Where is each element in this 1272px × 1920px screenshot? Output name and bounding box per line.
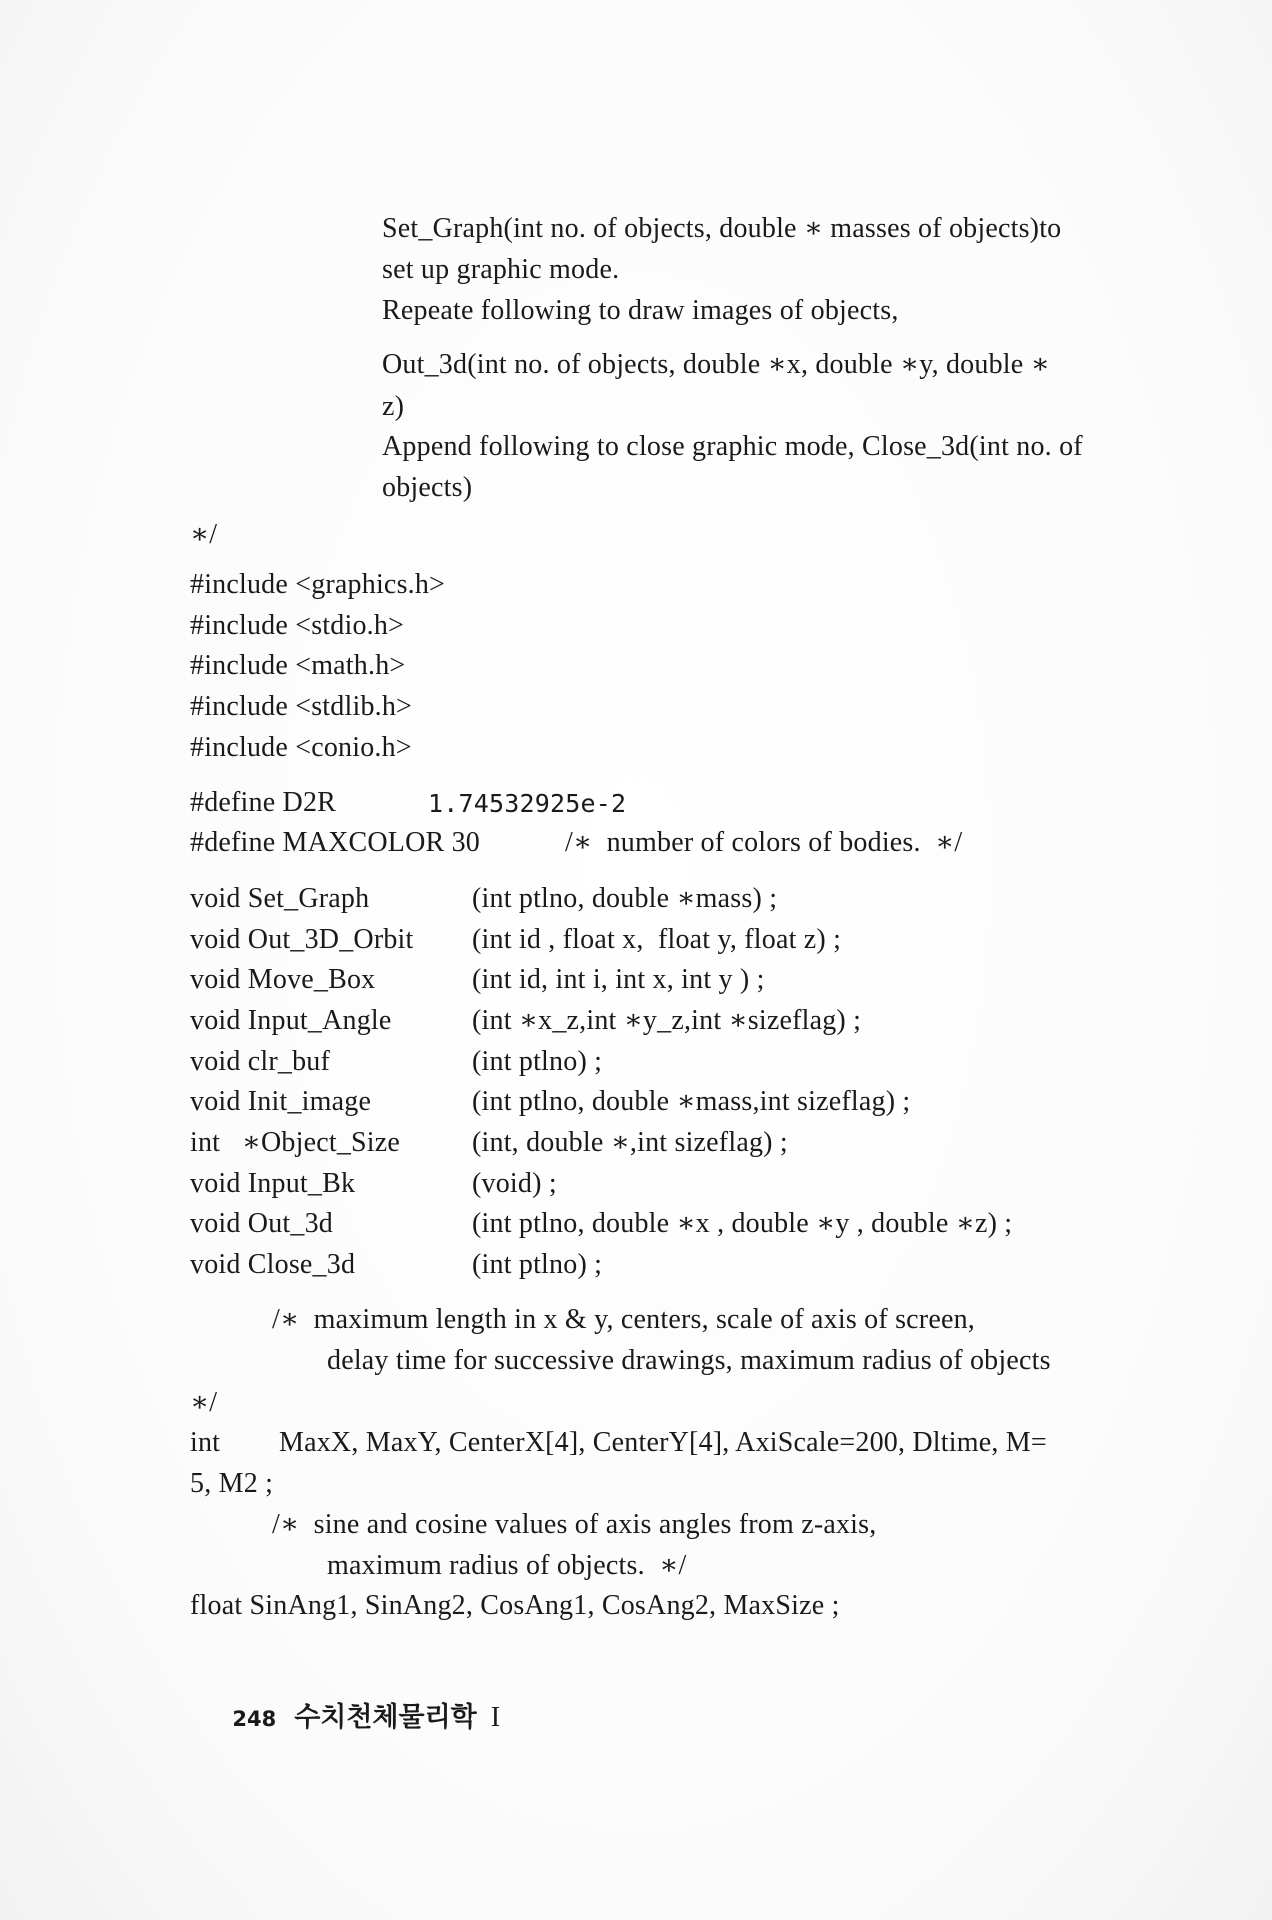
- prototype-name: void Input_Bk: [190, 1168, 356, 1199]
- int-decl-line-2: 5, M2 ;: [190, 1468, 274, 1499]
- prototype-name: void Move_Box: [190, 964, 376, 995]
- include-line: #include <stdlib.h>: [190, 691, 413, 722]
- prototype-args: (int, double ∗,int sizeflag) ;: [472, 1127, 788, 1158]
- include-line: #include <stdio.h>: [190, 610, 405, 641]
- float-decl: float SinAng1, SinAng2, CosAng1, CosAng2, MaxSize ;: [190, 1590, 840, 1621]
- prototype-args: (int ptlno, double ∗mass,int sizeflag) ;: [472, 1086, 911, 1117]
- define-maxcolor-comment: /∗ number of colors of bodies. ∗/: [565, 827, 963, 858]
- comment-line-5: z): [382, 391, 405, 422]
- globals-comment-close: ∗/: [190, 1387, 218, 1418]
- prototype-name: void Out_3D_Orbit: [190, 924, 414, 955]
- comment-line-4: Out_3d(int no. of objects, double ∗x, double ∗y, double ∗: [382, 349, 1050, 380]
- define-d2r-value: 1.74532925e-2: [428, 789, 627, 818]
- include-line: #include <conio.h>: [190, 732, 412, 763]
- prototype-args: (int id , float x, float y, float z) ;: [472, 924, 842, 955]
- book-title: 수치천체물리학: [294, 1702, 477, 1733]
- prototype-name: void clr_buf: [190, 1046, 331, 1077]
- prototype-name: void Close_3d: [190, 1249, 356, 1280]
- prototype-args: (int id, int i, int x, int y ) ;: [472, 964, 765, 995]
- include-line: #include <math.h>: [190, 650, 406, 681]
- comment-line-7: objects): [382, 472, 473, 503]
- int-decl-line-1: MaxX, MaxY, CenterX[4], CenterY[4], AxiScale=200, Dltime, M=: [279, 1427, 1047, 1458]
- angles-comment-line-2: maximum radius of objects. ∗/: [327, 1550, 687, 1581]
- comment-close: ∗/: [190, 519, 218, 550]
- prototype-args: (int ptlno, double ∗x , double ∗y , double ∗z) ;: [472, 1208, 1013, 1239]
- int-decl-keyword: int: [190, 1427, 221, 1458]
- prototype-args: (int ptlno) ;: [472, 1249, 603, 1280]
- define-d2r-name: #define D2R: [190, 787, 337, 818]
- globals-comment-line-2: delay time for successive drawings, maximum radius of objects: [327, 1345, 1051, 1376]
- comment-line-6: Append following to close graphic mode, Close_3d(int no. of: [382, 431, 1083, 462]
- comment-line-1: Set_Graph(int no. of objects, double ∗ masses of objects)to: [382, 213, 1062, 244]
- page-footer: [212, 1676, 500, 1753]
- prototype-args: (int ptlno) ;: [472, 1046, 603, 1077]
- angles-comment-line-1: /∗ sine and cosine values of axis angles from z-axis,: [272, 1509, 877, 1540]
- volume-number: I: [490, 1702, 501, 1733]
- comment-line-3: Repeate following to draw images of objects,: [382, 295, 899, 326]
- prototype-name: void Init_image: [190, 1086, 372, 1117]
- page-number: 248: [232, 1707, 277, 1731]
- include-line: #include <graphics.h>: [190, 569, 446, 600]
- comment-line-2: set up graphic mode.: [382, 254, 620, 285]
- prototype-args: (void) ;: [472, 1168, 557, 1199]
- prototype-name: void Input_Angle: [190, 1005, 392, 1036]
- prototype-name: int ∗Object_Size: [190, 1127, 401, 1158]
- prototype-args: (int ∗x_z,int ∗y_z,int ∗sizeflag) ;: [472, 1005, 862, 1036]
- prototype-name: void Out_3d: [190, 1208, 333, 1239]
- prototype-args: (int ptlno, double ∗mass) ;: [472, 883, 778, 914]
- define-maxcolor-name: #define MAXCOLOR 30: [190, 827, 480, 858]
- globals-comment-line-1: /∗ maximum length in x & y, centers, scale of axis of screen,: [272, 1304, 975, 1335]
- prototype-name: void Set_Graph: [190, 883, 370, 914]
